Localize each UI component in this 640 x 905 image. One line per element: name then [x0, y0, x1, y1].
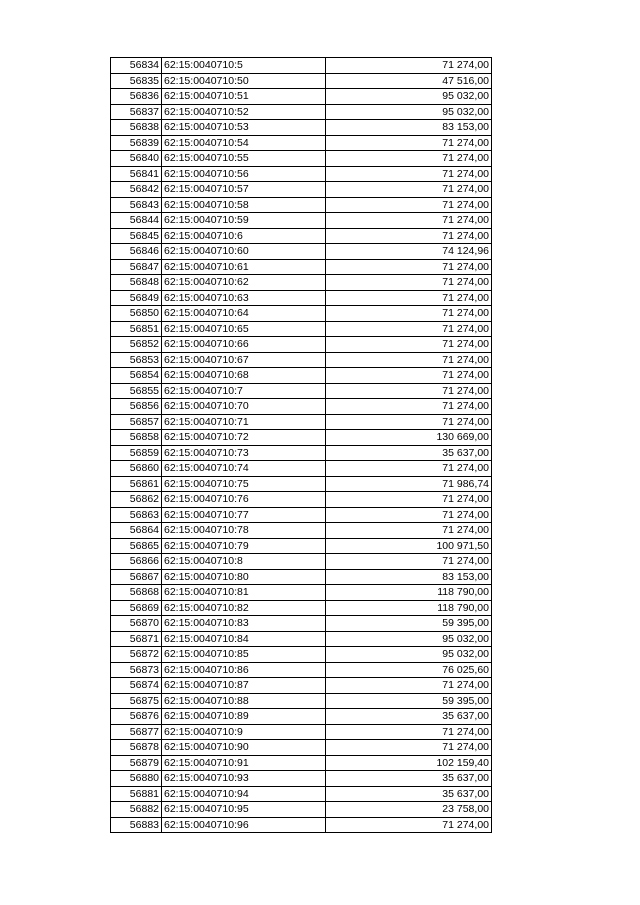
row-number-cell: 56844 [111, 213, 162, 229]
cadastral-number-cell: 62:15:0040710:89 [162, 709, 326, 725]
cadastral-number-cell: 62:15:0040710:78 [162, 523, 326, 539]
cadastral-value-cell: 71 274,00 [326, 383, 492, 399]
row-number-cell: 56845 [111, 228, 162, 244]
table-row [111, 290, 492, 306]
cadastral-number-cell: 62:15:0040710:74 [162, 461, 326, 477]
row-number-cell: 56846 [111, 244, 162, 260]
row-number-cell: 56843 [111, 197, 162, 213]
cadastral-number-cell: 62:15:0040710:5 [162, 58, 326, 74]
row-number-cell: 56851 [111, 321, 162, 337]
row-number-cell: 56873 [111, 662, 162, 678]
table-row [111, 120, 492, 136]
row-number-cell: 56867 [111, 569, 162, 585]
cadastral-number-cell: 62:15:0040710:94 [162, 786, 326, 802]
cadastral-number-cell: 62:15:0040710:79 [162, 538, 326, 554]
cadastral-number-cell: 62:15:0040710:62 [162, 275, 326, 291]
row-number-cell: 56840 [111, 151, 162, 167]
row-number-cell: 56863 [111, 507, 162, 523]
row-number-cell: 56839 [111, 135, 162, 151]
table-row [111, 197, 492, 213]
row-number-cell: 56881 [111, 786, 162, 802]
cadastral-value-cell: 83 153,00 [326, 120, 492, 136]
table-row [111, 399, 492, 415]
cadastral-number-cell: 62:15:0040710:64 [162, 306, 326, 322]
cadastral-number-cell: 62:15:0040710:7 [162, 383, 326, 399]
cadastral-value-cell: 95 032,00 [326, 647, 492, 663]
table-row [111, 724, 492, 740]
cadastral-value-cell: 71 274,00 [326, 337, 492, 353]
cadastral-value-cell: 71 274,00 [326, 166, 492, 182]
row-number-cell: 56868 [111, 585, 162, 601]
cadastral-number-cell: 62:15:0040710:63 [162, 290, 326, 306]
table-row [111, 507, 492, 523]
cadastral-value-cell: 71 274,00 [326, 197, 492, 213]
cadastral-value-cell: 47 516,00 [326, 73, 492, 89]
table-row [111, 600, 492, 616]
table-row [111, 73, 492, 89]
row-number-cell: 56874 [111, 678, 162, 694]
row-number-cell: 56880 [111, 771, 162, 787]
table-row [111, 368, 492, 384]
table-row [111, 430, 492, 446]
row-number-cell: 56858 [111, 430, 162, 446]
cadastral-value-table [110, 57, 492, 833]
table-row [111, 647, 492, 663]
cadastral-value-cell: 71 274,00 [326, 306, 492, 322]
cadastral-number-cell: 62:15:0040710:85 [162, 647, 326, 663]
cadastral-number-cell: 62:15:0040710:77 [162, 507, 326, 523]
cadastral-value-cell: 71 274,00 [326, 678, 492, 694]
cadastral-number-cell: 62:15:0040710:84 [162, 631, 326, 647]
cadastral-number-cell: 62:15:0040710:71 [162, 414, 326, 430]
cadastral-value-cell: 71 274,00 [326, 259, 492, 275]
cadastral-number-cell: 62:15:0040710:52 [162, 104, 326, 120]
row-number-cell: 56859 [111, 445, 162, 461]
cadastral-value-cell: 71 274,00 [326, 461, 492, 477]
table-row [111, 414, 492, 430]
cadastral-number-cell: 62:15:0040710:54 [162, 135, 326, 151]
row-number-cell: 56883 [111, 817, 162, 833]
table-row [111, 306, 492, 322]
table-row [111, 585, 492, 601]
table-row [111, 554, 492, 570]
row-number-cell: 56861 [111, 476, 162, 492]
cadastral-number-cell: 62:15:0040710:91 [162, 755, 326, 771]
row-number-cell: 56850 [111, 306, 162, 322]
table-row [111, 755, 492, 771]
row-number-cell: 56875 [111, 693, 162, 709]
row-number-cell: 56852 [111, 337, 162, 353]
row-number-cell: 56872 [111, 647, 162, 663]
row-number-cell: 56866 [111, 554, 162, 570]
table-row [111, 275, 492, 291]
cadastral-number-cell: 62:15:0040710:82 [162, 600, 326, 616]
row-number-cell: 56870 [111, 616, 162, 632]
cadastral-value-cell: 71 274,00 [326, 492, 492, 508]
cadastral-value-cell: 74 124,96 [326, 244, 492, 260]
row-number-cell: 56857 [111, 414, 162, 430]
row-number-cell: 56877 [111, 724, 162, 740]
cadastral-number-cell: 62:15:0040710:95 [162, 802, 326, 818]
cadastral-value-cell: 95 032,00 [326, 104, 492, 120]
table-row [111, 89, 492, 105]
table-row [111, 631, 492, 647]
cadastral-value-cell: 76 025,60 [326, 662, 492, 678]
table-row [111, 337, 492, 353]
cadastral-number-cell: 62:15:0040710:80 [162, 569, 326, 585]
cadastral-number-cell: 62:15:0040710:59 [162, 213, 326, 229]
cadastral-value-cell: 71 274,00 [326, 507, 492, 523]
row-number-cell: 56853 [111, 352, 162, 368]
row-number-cell: 56835 [111, 73, 162, 89]
table-row [111, 445, 492, 461]
cadastral-number-cell: 62:15:0040710:65 [162, 321, 326, 337]
table-row [111, 321, 492, 337]
row-number-cell: 56856 [111, 399, 162, 415]
cadastral-number-cell: 62:15:0040710:68 [162, 368, 326, 384]
cadastral-number-cell: 62:15:0040710:83 [162, 616, 326, 632]
row-number-cell: 56878 [111, 740, 162, 756]
table-row [111, 151, 492, 167]
table-row [111, 771, 492, 787]
table-row [111, 166, 492, 182]
cadastral-number-cell: 62:15:0040710:73 [162, 445, 326, 461]
table-row [111, 135, 492, 151]
cadastral-value-cell: 35 637,00 [326, 786, 492, 802]
row-number-cell: 56871 [111, 631, 162, 647]
cadastral-number-cell: 62:15:0040710:88 [162, 693, 326, 709]
table-row [111, 693, 492, 709]
row-number-cell: 56876 [111, 709, 162, 725]
cadastral-value-cell: 102 159,40 [326, 755, 492, 771]
cadastral-value-cell: 71 274,00 [326, 151, 492, 167]
cadastral-number-cell: 62:15:0040710:76 [162, 492, 326, 508]
cadastral-value-cell: 71 274,00 [326, 724, 492, 740]
table-row [111, 461, 492, 477]
row-number-cell: 56865 [111, 538, 162, 554]
cadastral-value-cell: 71 274,00 [326, 352, 492, 368]
table-row [111, 678, 492, 694]
cadastral-number-cell: 62:15:0040710:58 [162, 197, 326, 213]
row-number-cell: 56855 [111, 383, 162, 399]
table-row [111, 104, 492, 120]
cadastral-value-cell: 59 395,00 [326, 693, 492, 709]
cadastral-value-cell: 71 274,00 [326, 817, 492, 833]
row-number-cell: 56864 [111, 523, 162, 539]
cadastral-value-cell: 118 790,00 [326, 600, 492, 616]
row-number-cell: 56882 [111, 802, 162, 818]
table-row [111, 476, 492, 492]
cadastral-value-cell: 71 986,74 [326, 476, 492, 492]
table-row [111, 523, 492, 539]
cadastral-value-cell: 71 274,00 [326, 290, 492, 306]
cadastral-number-cell: 62:15:0040710:61 [162, 259, 326, 275]
cadastral-number-cell: 62:15:0040710:56 [162, 166, 326, 182]
cadastral-value-cell: 71 274,00 [326, 554, 492, 570]
cadastral-number-cell: 62:15:0040710:96 [162, 817, 326, 833]
table-row [111, 228, 492, 244]
row-number-cell: 56836 [111, 89, 162, 105]
row-number-cell: 56854 [111, 368, 162, 384]
cadastral-number-cell: 62:15:0040710:86 [162, 662, 326, 678]
cadastral-number-cell: 62:15:0040710:8 [162, 554, 326, 570]
row-number-cell: 56860 [111, 461, 162, 477]
table-row [111, 182, 492, 198]
cadastral-value-cell: 71 274,00 [326, 275, 492, 291]
table-row [111, 817, 492, 833]
cadastral-number-cell: 62:15:0040710:66 [162, 337, 326, 353]
table-row [111, 352, 492, 368]
row-number-cell: 56838 [111, 120, 162, 136]
cadastral-value-cell: 71 274,00 [326, 135, 492, 151]
row-number-cell: 56879 [111, 755, 162, 771]
cadastral-value-cell: 71 274,00 [326, 399, 492, 415]
table-row [111, 709, 492, 725]
table-body [111, 58, 492, 833]
cadastral-number-cell: 62:15:0040710:53 [162, 120, 326, 136]
table-row [111, 740, 492, 756]
table-row [111, 213, 492, 229]
cadastral-value-cell: 35 637,00 [326, 771, 492, 787]
cadastral-value-cell: 95 032,00 [326, 631, 492, 647]
row-number-cell: 56847 [111, 259, 162, 275]
cadastral-value-cell: 71 274,00 [326, 740, 492, 756]
cadastral-value-cell: 71 274,00 [326, 58, 492, 74]
cadastral-value-cell: 83 153,00 [326, 569, 492, 585]
cadastral-number-cell: 62:15:0040710:90 [162, 740, 326, 756]
cadastral-value-cell: 59 395,00 [326, 616, 492, 632]
row-number-cell: 56869 [111, 600, 162, 616]
table-row [111, 569, 492, 585]
cadastral-value-cell: 130 669,00 [326, 430, 492, 446]
cadastral-number-cell: 62:15:0040710:87 [162, 678, 326, 694]
cadastral-value-cell: 95 032,00 [326, 89, 492, 105]
table-row [111, 244, 492, 260]
cadastral-number-cell: 62:15:0040710:9 [162, 724, 326, 740]
cadastral-number-cell: 62:15:0040710:57 [162, 182, 326, 198]
cadastral-number-cell: 62:15:0040710:75 [162, 476, 326, 492]
row-number-cell: 56834 [111, 58, 162, 74]
cadastral-value-cell: 71 274,00 [326, 414, 492, 430]
table-row [111, 58, 492, 74]
row-number-cell: 56862 [111, 492, 162, 508]
cadastral-number-cell: 62:15:0040710:60 [162, 244, 326, 260]
table-row [111, 538, 492, 554]
cadastral-value-cell: 35 637,00 [326, 709, 492, 725]
cadastral-value-cell: 71 274,00 [326, 321, 492, 337]
cadastral-number-cell: 62:15:0040710:51 [162, 89, 326, 105]
cadastral-value-cell: 118 790,00 [326, 585, 492, 601]
table-row [111, 662, 492, 678]
cadastral-value-cell: 71 274,00 [326, 228, 492, 244]
table-row [111, 802, 492, 818]
cadastral-number-cell: 62:15:0040710:70 [162, 399, 326, 415]
table-row [111, 259, 492, 275]
cadastral-value-cell: 71 274,00 [326, 182, 492, 198]
table-row [111, 383, 492, 399]
row-number-cell: 56849 [111, 290, 162, 306]
cadastral-value-cell: 100 971,50 [326, 538, 492, 554]
row-number-cell: 56842 [111, 182, 162, 198]
cadastral-number-cell: 62:15:0040710:50 [162, 73, 326, 89]
cadastral-value-cell: 71 274,00 [326, 213, 492, 229]
cadastral-number-cell: 62:15:0040710:72 [162, 430, 326, 446]
row-number-cell: 56837 [111, 104, 162, 120]
cadastral-number-cell: 62:15:0040710:55 [162, 151, 326, 167]
row-number-cell: 56848 [111, 275, 162, 291]
table-row [111, 786, 492, 802]
cadastral-value-cell: 35 637,00 [326, 445, 492, 461]
cadastral-value-cell: 23 758,00 [326, 802, 492, 818]
cadastral-number-cell: 62:15:0040710:81 [162, 585, 326, 601]
cadastral-number-cell: 62:15:0040710:6 [162, 228, 326, 244]
row-number-cell: 56841 [111, 166, 162, 182]
table-row [111, 616, 492, 632]
cadastral-value-cell: 71 274,00 [326, 368, 492, 384]
cadastral-number-cell: 62:15:0040710:93 [162, 771, 326, 787]
cadastral-number-cell: 62:15:0040710:67 [162, 352, 326, 368]
table-row [111, 492, 492, 508]
cadastral-value-cell: 71 274,00 [326, 523, 492, 539]
